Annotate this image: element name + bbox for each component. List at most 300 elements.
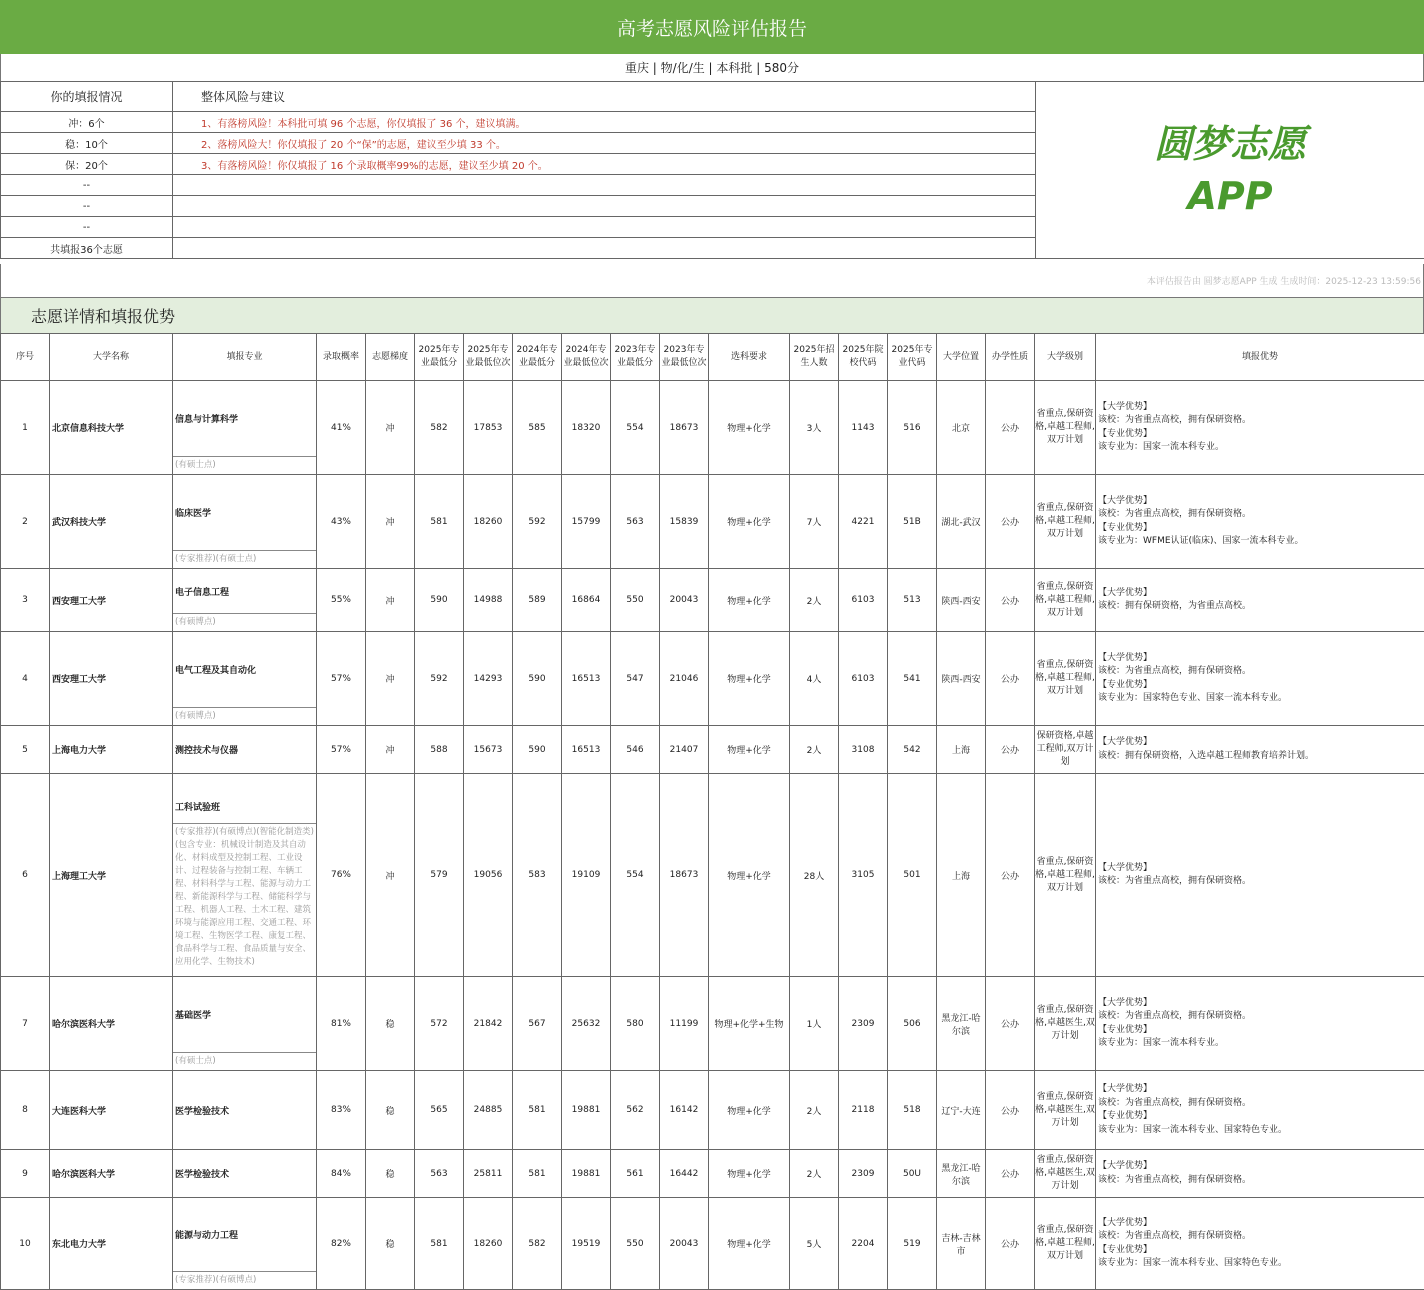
admission-probability: 57% bbox=[317, 726, 366, 774]
major-wrap bbox=[173, 1071, 316, 1149]
university-level: 省重点,保研资格,卓越工程师,双万计划 bbox=[1035, 569, 1096, 632]
summary-count: 保：20个 bbox=[1, 154, 173, 175]
subject-requirement: 物理+化学 bbox=[709, 1198, 790, 1290]
university-location: 吉林-吉林市 bbox=[937, 1198, 986, 1290]
university-location: 黑龙江-哈尔滨 bbox=[937, 1150, 986, 1198]
summary-count: -- bbox=[1, 175, 173, 196]
school-code: 2309 bbox=[839, 977, 888, 1071]
rank-2025: 18260 bbox=[464, 475, 513, 569]
rank-2024: 19109 bbox=[562, 774, 611, 977]
advantage-line: 【大学优势】 bbox=[1098, 1217, 1424, 1231]
column-header: 办学性质 bbox=[986, 334, 1035, 381]
score-2024: 589 bbox=[513, 569, 562, 632]
rank-2023: 11199 bbox=[660, 977, 709, 1071]
column-header: 2024年专业最低位次 bbox=[562, 334, 611, 381]
candidate-info-text: 重庆 | 物/化/生 | 本科批 | 580分 bbox=[625, 59, 799, 76]
major-code: 542 bbox=[888, 726, 937, 774]
choice-tier: 稳 bbox=[366, 977, 415, 1071]
major-wrap bbox=[173, 632, 316, 725]
app-logo bbox=[1036, 82, 1424, 259]
major-code: 50U bbox=[888, 1150, 937, 1198]
university-name: 上海理工大学 bbox=[50, 774, 173, 977]
major-code: 501 bbox=[888, 774, 937, 977]
advantage-line: 该校：为省重点高校，拥有保研资格。 bbox=[1098, 665, 1424, 679]
major-code: 513 bbox=[888, 569, 937, 632]
major-note: (有硕博点) bbox=[173, 613, 316, 631]
advantages bbox=[1096, 381, 1424, 475]
university-level: 省重点,保研资格,卓越工程师,双万计划 bbox=[1035, 381, 1096, 475]
enrollment-2025: 5人 bbox=[790, 1198, 839, 1290]
section-title: 志愿详情和填报优势 bbox=[31, 304, 175, 327]
advantage-line: 【大学优势】 bbox=[1098, 736, 1424, 750]
generation-note-text: 本评估报告由 圆梦志愿APP 生成 生成时间：2025-12-23 13:59:56 bbox=[1147, 274, 1421, 287]
university-location: 黑龙江-哈尔滨 bbox=[937, 977, 986, 1071]
column-header: 2025年院校代码 bbox=[839, 334, 888, 381]
major-name: 医学检验技术 bbox=[173, 1150, 316, 1197]
subject-requirement: 物理+化学 bbox=[709, 475, 790, 569]
rank-2025: 25811 bbox=[464, 1150, 513, 1198]
major-wrap bbox=[173, 1150, 316, 1197]
table-header-row bbox=[1, 334, 1424, 381]
column-header: 填报专业 bbox=[173, 334, 317, 381]
column-header: 大学级别 bbox=[1035, 334, 1096, 381]
advantage-line: 该校：为省重点高校，拥有保研资格。 bbox=[1098, 1010, 1424, 1024]
major-note: (专家推荐)(有硕士点) bbox=[173, 550, 316, 568]
university-location: 北京 bbox=[937, 381, 986, 475]
school-code: 2118 bbox=[839, 1071, 888, 1150]
subject-requirement: 物理+化学 bbox=[709, 774, 790, 977]
school-code: 3105 bbox=[839, 774, 888, 977]
major-cell bbox=[173, 774, 317, 977]
major-code: 51B bbox=[888, 475, 937, 569]
rank-2025: 14988 bbox=[464, 569, 513, 632]
major-cell bbox=[173, 1198, 317, 1290]
university-level: 保研资格,卓越工程师,双万计划 bbox=[1035, 726, 1096, 774]
university-name: 东北电力大学 bbox=[50, 1198, 173, 1290]
rank-2025: 24885 bbox=[464, 1071, 513, 1150]
school-nature: 公办 bbox=[986, 1071, 1035, 1150]
enrollment-2025: 2人 bbox=[790, 569, 839, 632]
choice-tier: 稳 bbox=[366, 1198, 415, 1290]
major-name: 信息与计算科学 bbox=[173, 381, 316, 456]
university-level: 省重点,保研资格,卓越工程师,双万计划 bbox=[1035, 632, 1096, 726]
university-level: 省重点,保研资格,卓越医生,双万计划 bbox=[1035, 1071, 1096, 1150]
major-wrap bbox=[173, 475, 316, 568]
table-row bbox=[1, 1198, 1424, 1290]
advantage-line: 【专业优势】 bbox=[1098, 428, 1424, 442]
risk-advice: 3、有落榜风险！你仅填报了 16 个录取概率99%的志愿，建议至少填 20 个。 bbox=[173, 154, 1036, 175]
advantage-line: 【专业优势】 bbox=[1098, 679, 1424, 693]
advantage-line: 该专业为：国家特色专业、国家一流本科专业。 bbox=[1098, 692, 1424, 706]
table-row bbox=[1, 1150, 1424, 1198]
admission-probability: 84% bbox=[317, 1150, 366, 1198]
major-code: 506 bbox=[888, 977, 937, 1071]
university-level: 省重点,保研资格,卓越工程师,双万计划 bbox=[1035, 475, 1096, 569]
enrollment-2025: 4人 bbox=[790, 632, 839, 726]
major-note: (有硕博点) bbox=[173, 707, 316, 725]
school-code: 6103 bbox=[839, 569, 888, 632]
university-name: 西安理工大学 bbox=[50, 632, 173, 726]
school-nature: 公办 bbox=[986, 774, 1035, 977]
column-header: 2025年专业代码 bbox=[888, 334, 937, 381]
advantage-line: 该校：为省重点高校，拥有保研资格。 bbox=[1098, 875, 1424, 889]
advantages bbox=[1096, 726, 1424, 774]
score-2023: 563 bbox=[611, 475, 660, 569]
column-header: 选科要求 bbox=[709, 334, 790, 381]
advantage-line: 【大学优势】 bbox=[1098, 587, 1424, 601]
rank-2024: 19881 bbox=[562, 1150, 611, 1198]
major-cell bbox=[173, 475, 317, 569]
school-nature: 公办 bbox=[986, 977, 1035, 1071]
advantage-line: 该校：为省重点高校，拥有保研资格。 bbox=[1098, 1230, 1424, 1244]
advantages bbox=[1096, 475, 1424, 569]
report-title-banner bbox=[0, 0, 1424, 54]
major-cell bbox=[173, 1150, 317, 1198]
major-wrap bbox=[173, 381, 316, 474]
advantage-line: 【大学优势】 bbox=[1098, 862, 1424, 876]
score-2024: 585 bbox=[513, 381, 562, 475]
table-row bbox=[1, 1071, 1424, 1150]
advantage-line: 该校：拥有保研资格，为省重点高校。 bbox=[1098, 600, 1424, 614]
score-2025: 572 bbox=[415, 977, 464, 1071]
column-header: 填报优势 bbox=[1096, 334, 1424, 381]
rank-2024: 25632 bbox=[562, 977, 611, 1071]
risk-advice: 2、落榜风险大！你仅填报了 20 个“保”的志愿，建议至少填 33 个。 bbox=[173, 133, 1036, 154]
summary-count: -- bbox=[1, 217, 173, 238]
enrollment-2025: 7人 bbox=[790, 475, 839, 569]
university-location: 湖北-武汉 bbox=[937, 475, 986, 569]
advantages bbox=[1096, 774, 1424, 977]
score-2023: 550 bbox=[611, 1198, 660, 1290]
advantage-line: 【大学优势】 bbox=[1098, 652, 1424, 666]
major-name: 电气工程及其自动化 bbox=[173, 632, 316, 707]
school-nature: 公办 bbox=[986, 1150, 1035, 1198]
advantage-line: 【大学优势】 bbox=[1098, 997, 1424, 1011]
major-cell bbox=[173, 569, 317, 632]
university-location: 上海 bbox=[937, 726, 986, 774]
advantage-line: 【专业优势】 bbox=[1098, 522, 1424, 536]
column-header: 2023年专业最低位次 bbox=[660, 334, 709, 381]
rank-2024: 16513 bbox=[562, 726, 611, 774]
rank-2023: 18673 bbox=[660, 381, 709, 475]
major-cell bbox=[173, 632, 317, 726]
rank-2025: 17853 bbox=[464, 381, 513, 475]
column-header: 大学位置 bbox=[937, 334, 986, 381]
school-nature: 公办 bbox=[986, 569, 1035, 632]
enrollment-2025: 3人 bbox=[790, 381, 839, 475]
rank-2024: 16513 bbox=[562, 632, 611, 726]
score-2023: 554 bbox=[611, 381, 660, 475]
score-2024: 590 bbox=[513, 726, 562, 774]
major-wrap bbox=[173, 977, 316, 1070]
row-number: 7 bbox=[1, 977, 50, 1071]
rank-2023: 21407 bbox=[660, 726, 709, 774]
advantage-line: 【专业优势】 bbox=[1098, 1024, 1424, 1038]
summary-header-row bbox=[1, 82, 1424, 112]
risk-advice bbox=[173, 196, 1036, 217]
advantage-line: 【大学优势】 bbox=[1098, 1083, 1424, 1097]
advantages bbox=[1096, 632, 1424, 726]
summary-table bbox=[0, 81, 1424, 259]
advantage-line: 【大学优势】 bbox=[1098, 495, 1424, 509]
table-row bbox=[1, 381, 1424, 475]
column-header: 录取概率 bbox=[317, 334, 366, 381]
row-number: 3 bbox=[1, 569, 50, 632]
university-name: 北京信息科技大学 bbox=[50, 381, 173, 475]
score-2023: 547 bbox=[611, 632, 660, 726]
column-header: 2025年专业最低位次 bbox=[464, 334, 513, 381]
advantage-line: 该校：为省重点高校，拥有保研资格。 bbox=[1098, 508, 1424, 522]
rank-2023: 15839 bbox=[660, 475, 709, 569]
rank-2025: 15673 bbox=[464, 726, 513, 774]
school-code: 4221 bbox=[839, 475, 888, 569]
rank-2023: 16442 bbox=[660, 1150, 709, 1198]
choices-table bbox=[0, 333, 1424, 1290]
major-note: (专家推荐)(有硕博点)(智能化制造类)(包含专业：机械设计制造及其自动化、材料成型及控制工程、工业设计、过程装备与控制工程、车辆工程、材料科学与工程、能源与动力工程、新能源科学与工程、储能科学与工程、机器人工程、土木工程、建筑环境与能源应用工程、交通工程、环境工程、生物医学工程、康复工程、食品科学与工程、食品质量与安全、应用化学、生物技术) bbox=[173, 823, 316, 976]
major-note: (有硕士点) bbox=[173, 1052, 316, 1070]
rank-2023: 16142 bbox=[660, 1071, 709, 1150]
school-nature: 公办 bbox=[986, 1198, 1035, 1290]
summary-count: 冲：6个 bbox=[1, 112, 173, 133]
advantage-line: 该专业为：WFME认证(临床)、国家一流本科专业。 bbox=[1098, 535, 1424, 549]
choice-tier: 冲 bbox=[366, 726, 415, 774]
generation-note bbox=[0, 264, 1424, 298]
column-header: 2025年招生人数 bbox=[790, 334, 839, 381]
major-cell bbox=[173, 977, 317, 1071]
major-wrap bbox=[173, 569, 316, 631]
enrollment-2025: 1人 bbox=[790, 977, 839, 1071]
university-name: 上海电力大学 bbox=[50, 726, 173, 774]
advantage-line: 【专业优势】 bbox=[1098, 1244, 1424, 1258]
summary-col2-header: 整体风险与建议 bbox=[173, 82, 1036, 112]
report-title: 高考志愿风险评估报告 bbox=[617, 14, 807, 41]
summary-count: 稳：10个 bbox=[1, 133, 173, 154]
advantages bbox=[1096, 569, 1424, 632]
column-header: 2023年专业最低分 bbox=[611, 334, 660, 381]
score-2025: 581 bbox=[415, 1198, 464, 1290]
advantage-line: 该专业为：国家一流本科专业、国家特色专业。 bbox=[1098, 1124, 1424, 1138]
summary-count: -- bbox=[1, 196, 173, 217]
advantage-line: 该专业为：国家一流本科专业、国家特色专业。 bbox=[1098, 1257, 1424, 1271]
university-level: 省重点,保研资格,卓越工程师,双万计划 bbox=[1035, 774, 1096, 977]
university-name: 大连医科大学 bbox=[50, 1071, 173, 1150]
rank-2023: 20043 bbox=[660, 569, 709, 632]
university-location: 陕西-西安 bbox=[937, 569, 986, 632]
advantage-line: 【大学优势】 bbox=[1098, 1160, 1424, 1174]
rank-2023: 20043 bbox=[660, 1198, 709, 1290]
score-2025: 588 bbox=[415, 726, 464, 774]
risk-advice bbox=[173, 238, 1036, 259]
score-2023: 580 bbox=[611, 977, 660, 1071]
advantage-line: 该校：为省重点高校，拥有保研资格。 bbox=[1098, 1174, 1424, 1188]
advantages bbox=[1096, 1071, 1424, 1150]
choice-tier: 冲 bbox=[366, 381, 415, 475]
admission-probability: 57% bbox=[317, 632, 366, 726]
enrollment-2025: 2人 bbox=[790, 1150, 839, 1198]
score-2024: 581 bbox=[513, 1150, 562, 1198]
row-number: 8 bbox=[1, 1071, 50, 1150]
score-2025: 565 bbox=[415, 1071, 464, 1150]
advantage-line: 该校：拥有保研资格，入选卓越工程师教育培养计划。 bbox=[1098, 750, 1424, 764]
advantage-line: 【大学优势】 bbox=[1098, 401, 1424, 415]
risk-advice bbox=[173, 217, 1036, 238]
major-note: (专家推荐)(有硕博点) bbox=[173, 1271, 316, 1289]
major-cell bbox=[173, 726, 317, 774]
score-2023: 562 bbox=[611, 1071, 660, 1150]
app-logo-line2: APP bbox=[1036, 170, 1424, 222]
enrollment-2025: 2人 bbox=[790, 1071, 839, 1150]
advantage-line: 【专业优势】 bbox=[1098, 1110, 1424, 1124]
major-wrap bbox=[173, 1198, 316, 1289]
score-2025: 563 bbox=[415, 1150, 464, 1198]
rank-2024: 16864 bbox=[562, 569, 611, 632]
subject-requirement: 物理+化学 bbox=[709, 1071, 790, 1150]
school-nature: 公办 bbox=[986, 381, 1035, 475]
school-nature: 公办 bbox=[986, 726, 1035, 774]
school-code: 3108 bbox=[839, 726, 888, 774]
rank-2025: 14293 bbox=[464, 632, 513, 726]
university-location: 辽宁-大连 bbox=[937, 1071, 986, 1150]
major-name: 能源与动力工程 bbox=[173, 1198, 316, 1271]
rank-2025: 21842 bbox=[464, 977, 513, 1071]
major-code: 519 bbox=[888, 1198, 937, 1290]
score-2024: 592 bbox=[513, 475, 562, 569]
choice-tier: 冲 bbox=[366, 475, 415, 569]
university-name: 哈尔滨医科大学 bbox=[50, 1150, 173, 1198]
table-row bbox=[1, 632, 1424, 726]
section-header bbox=[0, 298, 1424, 334]
university-level: 省重点,保研资格,卓越医生,双万计划 bbox=[1035, 1150, 1096, 1198]
major-wrap bbox=[173, 726, 316, 773]
enrollment-2025: 2人 bbox=[790, 726, 839, 774]
subject-requirement: 物理+化学 bbox=[709, 632, 790, 726]
table-row bbox=[1, 977, 1424, 1071]
row-number: 10 bbox=[1, 1198, 50, 1290]
advantages bbox=[1096, 1150, 1424, 1198]
rank-2023: 18673 bbox=[660, 774, 709, 977]
score-2025: 590 bbox=[415, 569, 464, 632]
school-nature: 公办 bbox=[986, 632, 1035, 726]
row-number: 4 bbox=[1, 632, 50, 726]
table-row bbox=[1, 774, 1424, 977]
major-code: 516 bbox=[888, 381, 937, 475]
university-level: 省重点,保研资格,卓越工程师,双万计划 bbox=[1035, 1198, 1096, 1290]
university-level: 省重点,保研资格,卓越医生,双万计划 bbox=[1035, 977, 1096, 1071]
advantages bbox=[1096, 1198, 1424, 1290]
choice-tier: 冲 bbox=[366, 632, 415, 726]
university-location: 上海 bbox=[937, 774, 986, 977]
school-code: 2204 bbox=[839, 1198, 888, 1290]
candidate-info bbox=[0, 54, 1424, 82]
score-2024: 581 bbox=[513, 1071, 562, 1150]
table-row bbox=[1, 569, 1424, 632]
score-2024: 583 bbox=[513, 774, 562, 977]
row-number: 9 bbox=[1, 1150, 50, 1198]
score-2024: 582 bbox=[513, 1198, 562, 1290]
major-cell bbox=[173, 1071, 317, 1150]
rank-2023: 21046 bbox=[660, 632, 709, 726]
subject-requirement: 物理+化学 bbox=[709, 726, 790, 774]
admission-probability: 43% bbox=[317, 475, 366, 569]
choice-tier: 稳 bbox=[366, 1071, 415, 1150]
row-number: 2 bbox=[1, 475, 50, 569]
major-name: 临床医学 bbox=[173, 475, 316, 550]
rank-2024: 18320 bbox=[562, 381, 611, 475]
choice-tier: 冲 bbox=[366, 569, 415, 632]
admission-probability: 81% bbox=[317, 977, 366, 1071]
advantage-line: 该专业为：国家一流本科专业。 bbox=[1098, 1037, 1424, 1051]
app-logo-line1: 圆梦志愿 bbox=[1036, 118, 1424, 170]
admission-probability: 41% bbox=[317, 381, 366, 475]
major-code: 541 bbox=[888, 632, 937, 726]
enrollment-2025: 28人 bbox=[790, 774, 839, 977]
subject-requirement: 物理+化学+生物 bbox=[709, 977, 790, 1071]
school-nature: 公办 bbox=[986, 475, 1035, 569]
school-code: 2309 bbox=[839, 1150, 888, 1198]
university-name: 西安理工大学 bbox=[50, 569, 173, 632]
admission-probability: 55% bbox=[317, 569, 366, 632]
table-row bbox=[1, 475, 1424, 569]
major-name: 测控技术与仪器 bbox=[173, 726, 316, 773]
rank-2024: 19881 bbox=[562, 1071, 611, 1150]
university-name: 哈尔滨医科大学 bbox=[50, 977, 173, 1071]
summary-col1-header: 你的填报情况 bbox=[1, 82, 173, 112]
admission-probability: 76% bbox=[317, 774, 366, 977]
advantage-line: 该校：为省重点高校，拥有保研资格。 bbox=[1098, 414, 1424, 428]
column-header: 2024年专业最低分 bbox=[513, 334, 562, 381]
school-code: 6103 bbox=[839, 632, 888, 726]
major-note: (有硕士点) bbox=[173, 456, 316, 474]
admission-probability: 83% bbox=[317, 1071, 366, 1150]
score-2025: 582 bbox=[415, 381, 464, 475]
score-2024: 590 bbox=[513, 632, 562, 726]
table-row bbox=[1, 726, 1424, 774]
major-cell bbox=[173, 381, 317, 475]
column-header: 2025年专业最低分 bbox=[415, 334, 464, 381]
subject-requirement: 物理+化学 bbox=[709, 1150, 790, 1198]
choice-tier: 冲 bbox=[366, 774, 415, 977]
summary-count: 共填报36个志愿 bbox=[1, 238, 173, 259]
advantage-line: 该专业为：国家一流本科专业。 bbox=[1098, 441, 1424, 455]
risk-advice bbox=[173, 175, 1036, 196]
school-code: 1143 bbox=[839, 381, 888, 475]
risk-advice: 1、有落榜风险！本科批可填 96 个志愿，你仅填报了 36 个，建议填满。 bbox=[173, 112, 1036, 133]
rank-2025: 18260 bbox=[464, 1198, 513, 1290]
subject-requirement: 物理+化学 bbox=[709, 381, 790, 475]
score-2025: 581 bbox=[415, 475, 464, 569]
score-2023: 554 bbox=[611, 774, 660, 977]
major-wrap bbox=[173, 774, 316, 976]
score-2025: 579 bbox=[415, 774, 464, 977]
row-number: 6 bbox=[1, 774, 50, 977]
university-location: 陕西-西安 bbox=[937, 632, 986, 726]
score-2024: 567 bbox=[513, 977, 562, 1071]
rank-2024: 19519 bbox=[562, 1198, 611, 1290]
score-2023: 561 bbox=[611, 1150, 660, 1198]
admission-probability: 82% bbox=[317, 1198, 366, 1290]
university-name: 武汉科技大学 bbox=[50, 475, 173, 569]
column-header: 大学名称 bbox=[50, 334, 173, 381]
rank-2024: 15799 bbox=[562, 475, 611, 569]
row-number: 1 bbox=[1, 381, 50, 475]
score-2023: 550 bbox=[611, 569, 660, 632]
advantages bbox=[1096, 977, 1424, 1071]
score-2025: 592 bbox=[415, 632, 464, 726]
score-2023: 546 bbox=[611, 726, 660, 774]
column-header: 序号 bbox=[1, 334, 50, 381]
major-name: 基础医学 bbox=[173, 977, 316, 1052]
major-name: 工科试验班 bbox=[173, 774, 316, 823]
